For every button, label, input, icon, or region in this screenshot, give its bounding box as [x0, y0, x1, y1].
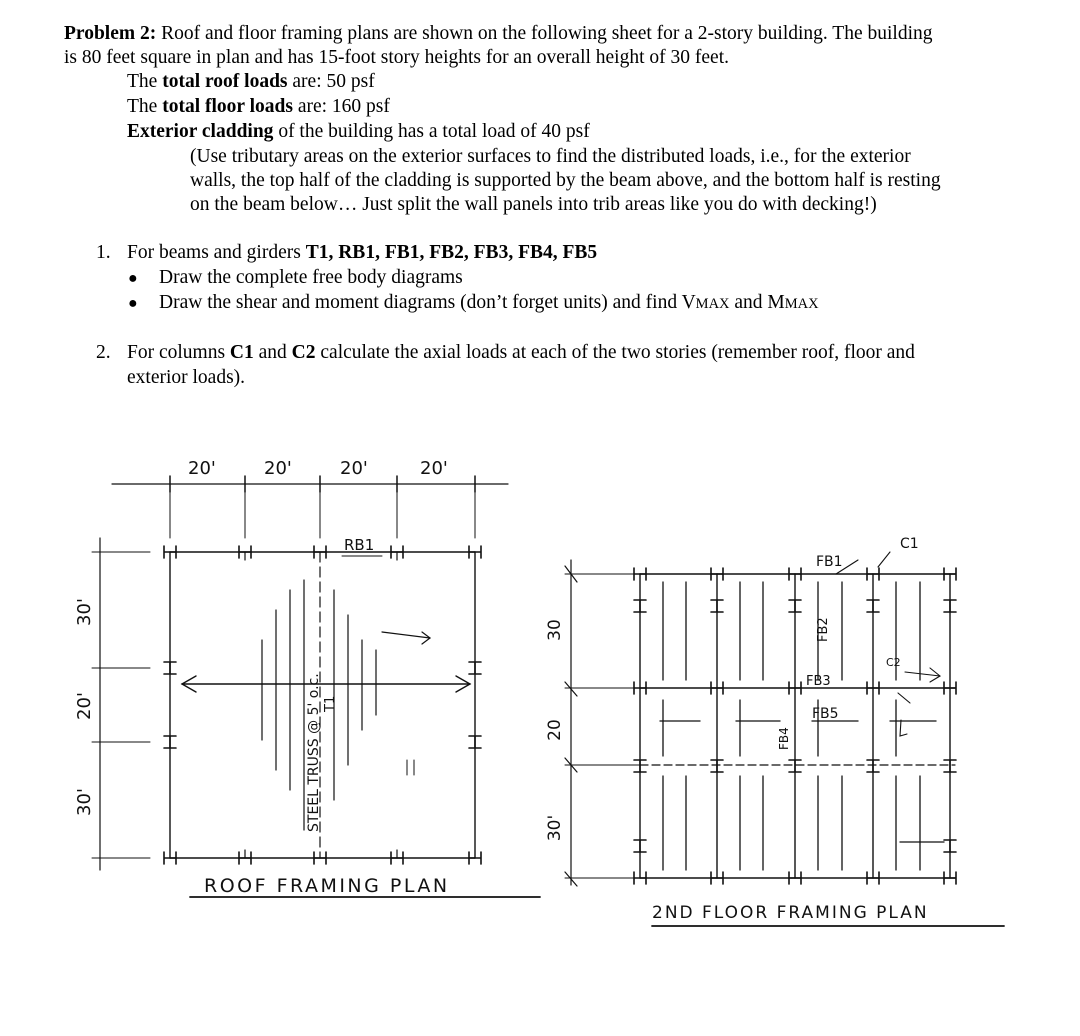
problem-intro-line2: is 80 feet square in plan and has 15-foot story heights for an overall height of 30 feet.	[64, 47, 729, 68]
roof-dim-left-3: 30'	[74, 788, 95, 816]
floor-dim-left-2: 20	[545, 719, 565, 741]
roof-bold: total roof loads	[162, 71, 288, 92]
roof-dim-left-2: 20'	[74, 692, 95, 720]
bullet-dot-1: ●	[128, 270, 138, 287]
roof-dim-top-1: 20'	[188, 458, 216, 479]
floor-dim-left-3: 30'	[545, 814, 565, 842]
fb1-label: FB1	[816, 554, 843, 570]
bullet1-text: Draw the complete free body diagrams	[159, 267, 463, 288]
floor-dim-left-1: 30	[545, 619, 565, 641]
bullet-dot-2: ●	[128, 295, 138, 312]
fb3-label: FB3	[806, 674, 831, 689]
intro-line1-text: Roof and floor framing plans are shown on the following sheet for a 2-story building. The building	[161, 23, 933, 44]
task2-c2: C2	[291, 342, 316, 363]
t1-label: T1	[323, 695, 338, 712]
note-line1: (Use tributary areas on the exterior surfaces to find the distributed loads, i.e., for the exterior	[190, 146, 911, 167]
bullet2-pre: Draw the shear and moment diagrams (don’t forget units) and find V	[159, 292, 696, 313]
clad-bold: Exterior cladding	[127, 121, 274, 142]
problem-heading: Problem 2:	[64, 23, 157, 44]
task1-members: T1, RB1, FB1, FB2, FB3, FB4, FB5	[305, 242, 598, 263]
roof-post: are: 50 psf	[292, 71, 375, 92]
fb5-label: FB5	[812, 706, 839, 722]
bullet2-and: and M	[734, 292, 785, 313]
roof-dim-left-1: 30'	[74, 598, 95, 626]
task2-line2: exterior loads).	[127, 367, 246, 388]
clad-post: of the building has a total load of 40 psf	[278, 121, 590, 142]
floor-pre: The	[127, 96, 158, 117]
roof-plan-title: ROOF FRAMING PLAN	[204, 875, 450, 897]
task1-pre: For beams and girders	[127, 242, 301, 263]
roof-pre: The	[127, 71, 158, 92]
roof-dim-top-2: 20'	[264, 458, 292, 479]
roof-dim-top-3: 20'	[340, 458, 368, 479]
task2-number: 2.	[96, 342, 111, 363]
floor-plan-title: 2ND FLOOR FRAMING PLAN	[652, 903, 929, 923]
mmax-sub: MAX	[784, 296, 819, 312]
rb1-label: RB1	[344, 536, 375, 554]
c1-label: C1	[900, 536, 919, 552]
task2-c1: C1	[229, 342, 254, 363]
fb2-label: FB2	[816, 617, 831, 642]
task2-pre: For columns	[127, 342, 226, 363]
vmax-sub: MAX	[695, 296, 730, 312]
truss-label: STEEL TRUSS @ 5' o.c.	[306, 673, 322, 832]
task1-number: 1.	[96, 242, 111, 263]
task2-post: calculate the axial loads at each of the two stories (remember roof, floor and	[320, 342, 915, 363]
fb4-label: FB4	[777, 727, 791, 750]
floor-post: are: 160 psf	[297, 96, 390, 117]
c2-label: C2	[886, 656, 901, 669]
roof-dim-top-4: 20'	[420, 458, 448, 479]
note-line3: on the beam below… Just split the wall panels into trib areas like you do with decking!)	[190, 194, 877, 215]
floor-bold: total floor loads	[162, 96, 293, 117]
task2-and: and	[258, 342, 287, 363]
note-line2: walls, the top half of the cladding is supported by the beam above, and the bottom half is resting	[190, 170, 941, 191]
